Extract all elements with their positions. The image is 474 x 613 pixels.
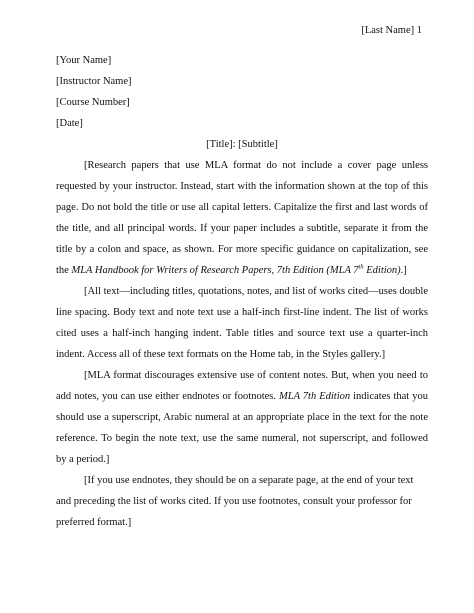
paragraph-endnotes [56,470,428,533]
heading-course-number: [Course Number] [56,97,130,108]
paragraph-text-continued: indicates that you should use a superscript, Arabic numeral at an appropriate place in the text for the note reference. To begin the note text, use the same numeral, not superscript, and followed by a period.] [56,391,428,465]
paragraph-text: [Research papers that use MLA format do not include a cover page unless requested by your instructor. Instead, start with the information shown at the top of this page. Do not bold the title or use all capital letters. Capitalize the first and last words of the title, and all principal words. If your paper includes a subtitle, separate it from the title by a colon and space, as shown. For more specific guidance on capitalization, see the [56,160,428,276]
paragraph-text: [MLA format discourages extensive use of content notes. But, when you need to add notes, you can use either endnotes or footnotes. [56,370,428,402]
handbook-edition: Edition) [363,265,401,276]
heading-date: [Date] [56,118,83,129]
mla-edition-reference: MLA 7th Edition [278,391,351,402]
paragraph-text: [All text—including titles, quotations, notes, and list of works cited—uses double line spacing. Body text and note text use a half-inch first-line indent. The list of works cited uses a half-inch hanging indent. Table titles and source text use a quarter-inch indent. Access all of these text formats on the Home tab, in the Styles gallery.] [56,286,428,360]
document-body [56,50,428,533]
paragraph-end: .] [400,265,407,276]
paragraph-line-spacing [56,281,428,365]
handbook-title: MLA Handbook for Writers of Research Papers, 7th Edition (MLA 7 [71,265,359,276]
ordinal-superscript: th [358,263,364,271]
running-head: [Last Name] 1 [361,25,422,36]
paragraph-cover-page [56,155,428,281]
heading-instructor-name: [Instructor Name] [56,76,132,87]
paragraph-content-notes [56,365,428,470]
paragraph-text: [If you use endnotes, they should be on a separate page, at the end of your text and preceding the list of works cited. If you use footnotes, consult your professor for preferred format.] [56,475,414,528]
heading-your-name: [Your Name] [56,55,112,66]
paper-title: [Title]: [Subtitle] [206,139,278,150]
